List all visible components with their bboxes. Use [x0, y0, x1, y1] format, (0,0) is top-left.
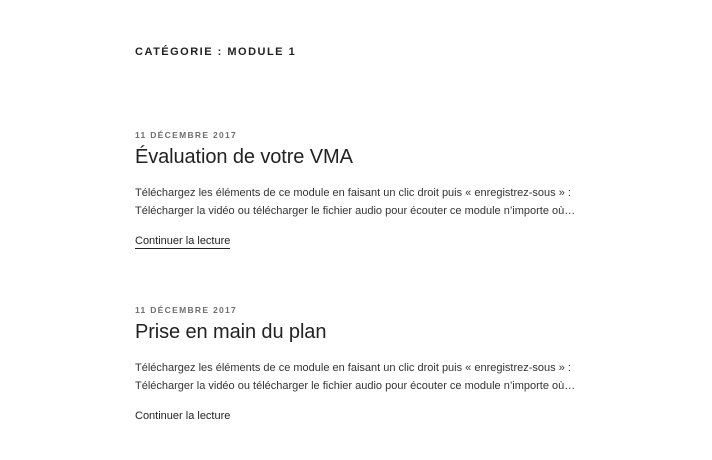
- page-title: CATÉGORIE : MODULE 1: [135, 46, 297, 58]
- excerpt-line: Téléchargez les éléments de ce module en faisant un clic droit puis « enregistrez-sous » :: [135, 362, 571, 374]
- post-date[interactable]: 11 DÉCEMBRE 2017: [135, 305, 238, 315]
- excerpt-line: Télécharger la vidéo ou télécharger le fichier audio pour écouter ce module n’importe où…: [135, 205, 576, 217]
- post-title[interactable]: Évaluation de votre VMA: [135, 146, 353, 168]
- post-date[interactable]: 11 DÉCEMBRE 2017: [135, 130, 238, 140]
- excerpt-line: Télécharger la vidéo ou télécharger le fichier audio pour écouter ce module n’importe où…: [135, 380, 576, 392]
- post-title[interactable]: Prise en main du plan: [135, 321, 327, 343]
- post-entry: [135, 130, 675, 249]
- post-excerpt: [135, 359, 675, 395]
- continue-reading-link[interactable]: Continuer la lecture: [135, 235, 231, 247]
- post-entry: [135, 305, 675, 424]
- post-excerpt: [135, 184, 675, 220]
- continue-reading-link[interactable]: Continuer la lecture: [135, 410, 231, 422]
- excerpt-line: Téléchargez les éléments de ce module en faisant un clic droit puis « enregistrez-sous » :: [135, 187, 571, 199]
